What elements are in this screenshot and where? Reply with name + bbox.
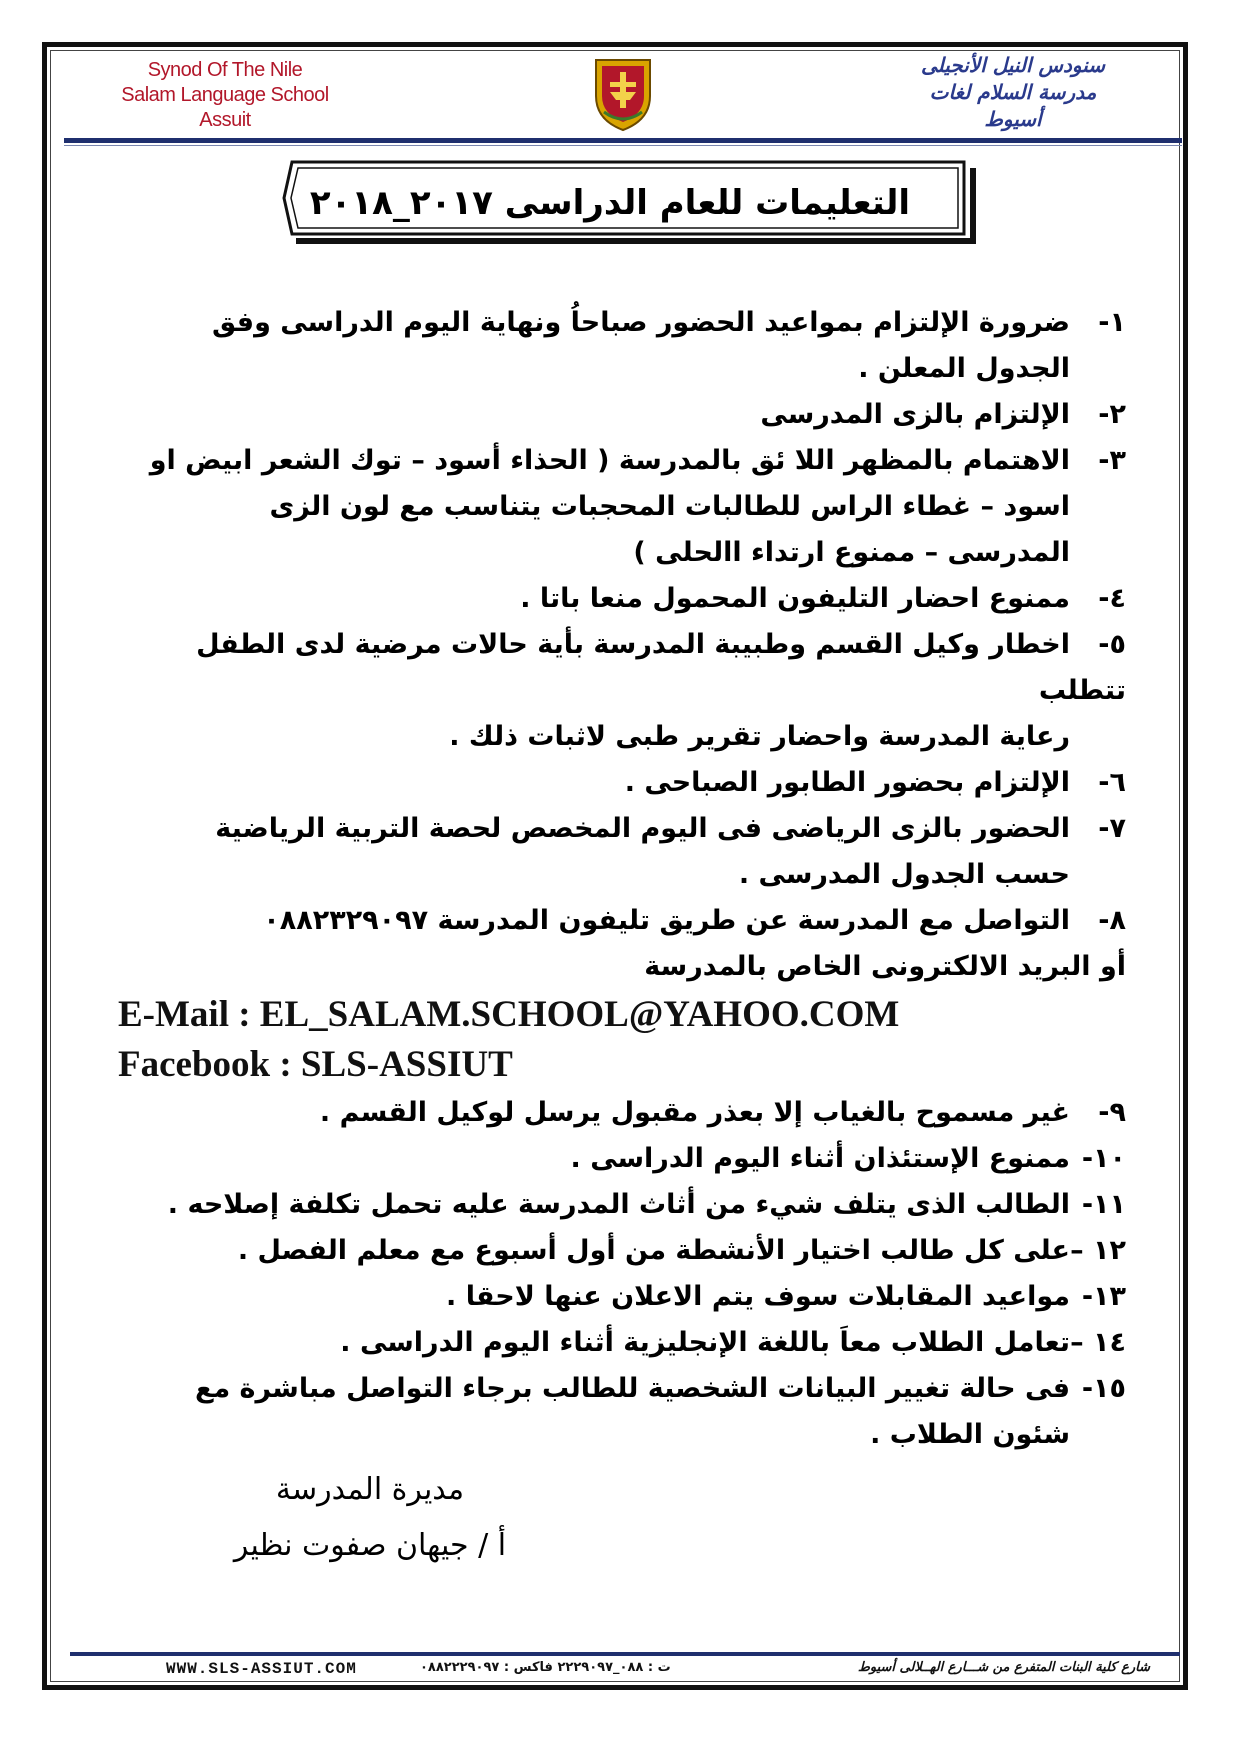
list-item-11 <box>118 1182 1126 1228</box>
header-ar-line-3: أسيوط <box>984 107 1042 131</box>
item-text: مواعيد المقابلات سوف يتم الاعلان عنها لاحقا . <box>446 1281 1070 1312</box>
footer-website-link[interactable]: WWW.SLS-ASSIUT.COM <box>166 1660 357 1678</box>
list-item-14 <box>118 1320 1126 1366</box>
list-item-7 <box>118 806 1126 898</box>
item-number: ١٢ – <box>1070 1235 1126 1266</box>
signature-block <box>200 1462 540 1574</box>
list-item-15 <box>118 1366 1126 1458</box>
header-ar-line-2: مدرسة السلام لغات <box>929 80 1097 104</box>
item-number: ٥- <box>1098 629 1126 660</box>
list-item-2 <box>118 392 1126 438</box>
list-item-4 <box>118 576 1126 622</box>
header-en-line-1: Synod Of The Nile <box>147 59 303 81</box>
item-number: ٦- <box>1098 767 1126 798</box>
list-item-13 <box>118 1274 1126 1320</box>
list-item-6 <box>118 760 1126 806</box>
item-text: التواصل مع المدرسة عن طريق تليفون المدرسة ٠٨٨٢٣٢٩٠٩٧ <box>263 905 1070 936</box>
item-number: ١٤ – <box>1070 1327 1126 1358</box>
item-text-cont: اسود – غطاء الراس للطالبات المحجبات يتناسب مع لون الزى <box>269 491 1070 522</box>
item-text: غير مسموح بالغياب إلا بعذر مقبول يرسل لوكيل القسم . <box>319 1097 1070 1128</box>
list-item-1 <box>118 300 1126 392</box>
list-item-3 <box>118 438 1126 576</box>
item-number: ١٣- <box>1081 1281 1126 1312</box>
list-item-8-cont <box>118 944 1126 990</box>
item-text: الاهتمام بالمظهر اللا ئق بالمدرسة ( الحذاء أسود – توك الشعر ابيض او <box>149 445 1070 476</box>
header-ar-line-1: سنودس النيل الأنجيلى <box>920 53 1105 77</box>
school-crest-icon <box>590 56 656 132</box>
footer-divider <box>70 1652 1180 1656</box>
email-line: E-Mail : EL_SALAM.SCHOOL@YAHOO.COM <box>118 994 900 1035</box>
item-text-cont: شئون الطلاب . <box>870 1419 1070 1450</box>
footer <box>70 1660 1180 1684</box>
facebook-line: Facebook : SLS-ASSIUT <box>118 1044 513 1085</box>
item-text-cont: حسب الجدول المدرسى . <box>738 859 1070 890</box>
list-item-10 <box>118 1136 1126 1182</box>
item-number: ٨- <box>1098 905 1126 936</box>
item-text: أو البريد الالكترونى الخاص بالمدرسة <box>644 951 1126 982</box>
footer-phone-fax: ت : ٠٨٨_٢٢٢٩٠٩٧ فاكس : ٠٨٨٢٢٢٩٠٩٧ <box>420 1660 671 1675</box>
item-number: ٧- <box>1098 813 1126 844</box>
header-en-line-2: Salam Language School <box>121 84 329 106</box>
header-divider-thin <box>64 145 1182 146</box>
header-divider <box>64 138 1182 143</box>
instructions-list <box>118 300 1126 1458</box>
header-en-line-3: Assuit <box>199 109 251 131</box>
item-text-cont: الجدول المعلن . <box>858 353 1070 384</box>
item-text: ممنوع احضار التليفون المحمول منعا باتا . <box>520 583 1070 614</box>
item-number: ٩- <box>1098 1097 1126 1128</box>
list-item-12 <box>118 1228 1126 1274</box>
header-arabic-school-name <box>898 52 1128 133</box>
item-number: ١- <box>1098 307 1126 338</box>
item-number: ١٠- <box>1081 1143 1126 1174</box>
item-number: ٣- <box>1098 445 1126 476</box>
item-text: تعامل الطلاب معاَ باللغة الإنجليزية أثناء اليوم الدراسى . <box>340 1327 1070 1358</box>
item-text: الحضور بالزى الرياضى فى اليوم المخصص لحصة التربية الرياضية <box>215 813 1070 844</box>
item-number: ٤- <box>1098 583 1126 614</box>
item-number: ١٥- <box>1081 1373 1126 1404</box>
item-text: الإلتزام بحضور الطابور الصباحى . <box>624 767 1070 798</box>
item-text-cont: المدرسى – ممنوع ارتداء االحلى ) <box>633 537 1070 568</box>
page-title: التعليمات للعام الدراسى ٢٠١٧_٢٠١٨ <box>309 183 911 223</box>
list-item-5 <box>118 622 1126 760</box>
signature-role: مديرة المدرسة <box>275 1472 465 1507</box>
signature-name: أ / جيهان صفوت نظير <box>233 1528 507 1563</box>
item-text: اخطار وكيل القسم وطبيبة المدرسة بأية حالات مرضية لدى الطفل تتطلب <box>196 629 1126 706</box>
item-text: الإلتزام بالزى المدرسى <box>760 399 1070 430</box>
list-item-9 <box>118 1090 1126 1136</box>
item-number: ١١- <box>1081 1189 1126 1220</box>
item-text-cont: رعاية المدرسة واحضار تقرير طبى لاثبات ذلك . <box>449 721 1070 752</box>
item-text: فى حالة تغيير البيانات الشخصية للطالب برجاء التواصل مباشرة مع <box>195 1373 1070 1404</box>
item-text: ضرورة الإلتزام بمواعيد الحضور صباحاُ ونهاية اليوم الدراسى وفق <box>212 307 1070 338</box>
footer-address: شارع كلية البنات المتفرع من شـــارع الهــلالى أسيوط <box>857 1660 1150 1675</box>
header-english-school-name <box>110 58 340 133</box>
item-text: على كل طالب اختيار الأنشطة من أول أسبوع مع معلم الفصل . <box>237 1235 1070 1266</box>
item-text: ممنوع الإستئذان أثناء اليوم الدراسى . <box>570 1143 1070 1174</box>
list-item-8 <box>118 898 1126 944</box>
item-number: ٢- <box>1098 399 1126 430</box>
item-text: الطالب الذى يتلف شيء من أثاث المدرسة عليه تحمل تكلفة إصلاحه . <box>167 1189 1070 1220</box>
